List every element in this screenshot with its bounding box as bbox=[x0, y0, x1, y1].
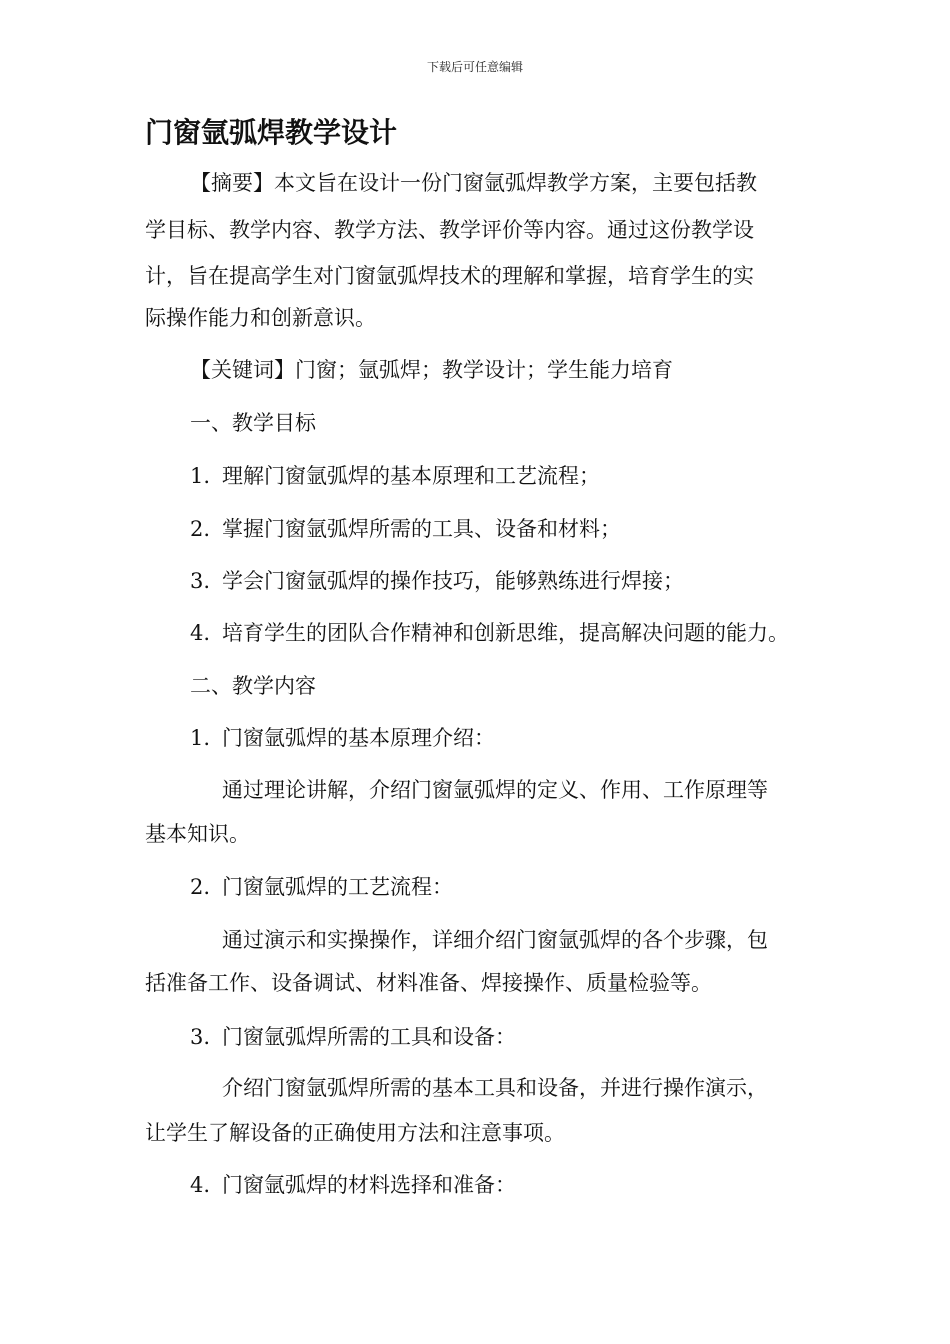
list-item bbox=[190, 872, 453, 902]
list-item-text: 门窗氩弧焊所需的工具和设备： bbox=[222, 1025, 516, 1049]
list-item-number: 3. bbox=[190, 569, 211, 593]
list-item-text: 培育学生的团队合作精神和创新思维，提高解决问题的能力。 bbox=[222, 621, 789, 645]
paragraph-line: 括准备工作、设备调试、材料准备、焊接操作、质量检验等。 bbox=[145, 971, 712, 995]
section-heading: 一、教学目标 bbox=[190, 411, 316, 435]
list-item-number: 2. bbox=[190, 875, 211, 899]
list-item-number: 3. bbox=[190, 1025, 211, 1049]
header-note: 下载后可任意编辑 bbox=[426, 60, 523, 74]
abstract-line: 际操作能力和创新意识。 bbox=[145, 306, 376, 330]
paragraph-line: 介绍门窗氩弧焊所需的基本工具和设备，并进行操作演示， bbox=[222, 1076, 768, 1100]
paragraph-line: 让学生了解设备的正确使用方法和注意事项。 bbox=[145, 1121, 565, 1145]
list-item-number: 4. bbox=[190, 1173, 211, 1197]
paragraph-line: 通过演示和实操操作，详细介绍门窗氩弧焊的各个步骤，包 bbox=[222, 928, 768, 952]
list-item-number: 2. bbox=[190, 517, 211, 541]
list-item-text: 学会门窗氩弧焊的操作技巧，能够熟练进行焊接； bbox=[222, 569, 684, 593]
list-item bbox=[190, 1022, 516, 1052]
keywords-line: 【关键词】门窗；氩弧焊；教学设计；学生能力培育 bbox=[190, 358, 673, 382]
list-item-number: 1. bbox=[190, 726, 211, 750]
list-item bbox=[190, 566, 684, 596]
abstract-line: 计，旨在提高学生对门窗氩弧焊技术的理解和掌握，培育学生的实 bbox=[145, 264, 754, 288]
list-item-text: 门窗氩弧焊的基本原理介绍： bbox=[222, 726, 495, 750]
list-item bbox=[190, 514, 621, 544]
list-item-text: 门窗氩弧焊的工艺流程： bbox=[222, 875, 453, 899]
list-item bbox=[190, 723, 495, 753]
paragraph-line: 通过理论讲解，介绍门窗氩弧焊的定义、作用、工作原理等 bbox=[222, 778, 768, 802]
list-item bbox=[190, 1170, 516, 1200]
list-item-number: 1. bbox=[190, 464, 211, 488]
list-item bbox=[190, 618, 789, 648]
list-item-text: 理解门窗氩弧焊的基本原理和工艺流程； bbox=[222, 464, 600, 488]
list-item-text: 掌握门窗氩弧焊所需的工具、设备和材料； bbox=[222, 517, 621, 541]
abstract-line: 【摘要】本文旨在设计一份门窗氩弧焊教学方案，主要包括教 bbox=[190, 171, 757, 195]
section-heading: 二、教学内容 bbox=[190, 674, 316, 698]
list-item bbox=[190, 461, 600, 491]
page-title: 门窗氩弧焊教学设计 bbox=[145, 116, 398, 149]
abstract-line: 学目标、教学内容、教学方法、教学评价等内容。通过这份教学设 bbox=[145, 218, 754, 242]
list-item-number: 4. bbox=[190, 621, 211, 645]
list-item-text: 门窗氩弧焊的材料选择和准备： bbox=[222, 1173, 516, 1197]
paragraph-line: 基本知识。 bbox=[145, 822, 250, 846]
